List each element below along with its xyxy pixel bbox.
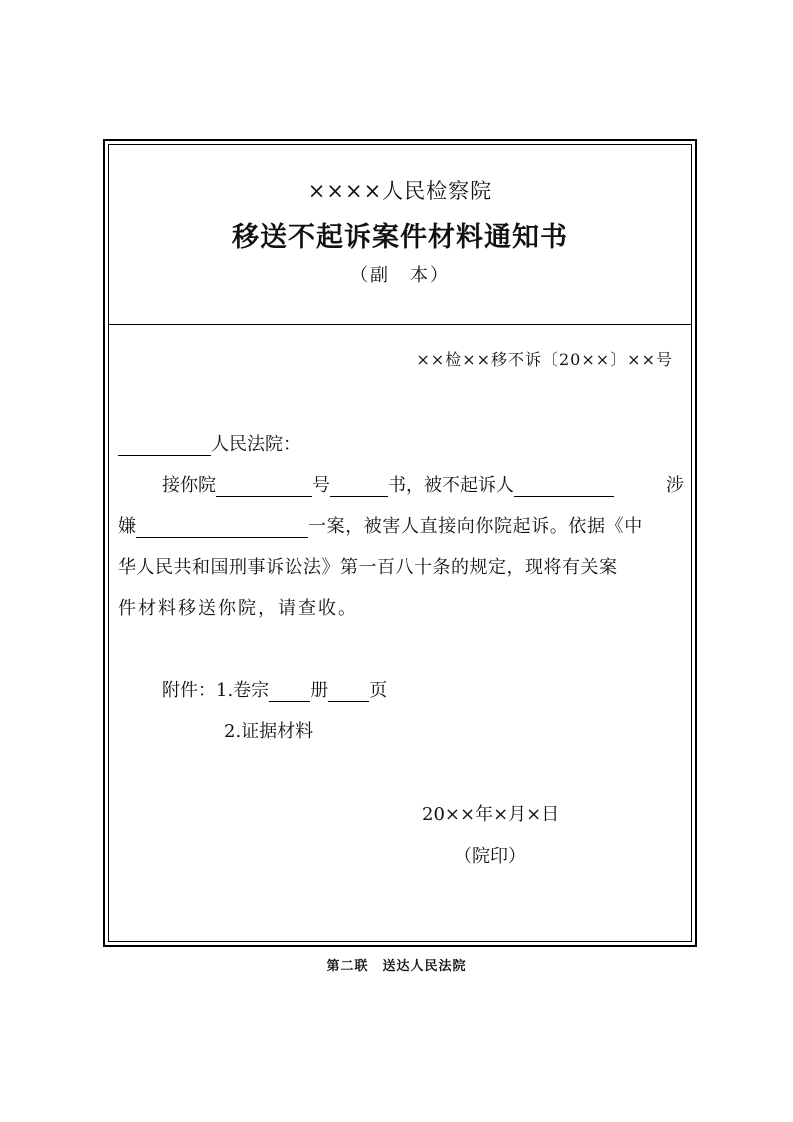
p2-text-b: 一案，被害人直接向你院起诉。依据《中 <box>308 516 643 537</box>
attachment-item-1 <box>162 676 684 702</box>
p2-text-a: 嫌 <box>118 516 136 537</box>
p1-text-b: 号 <box>312 475 330 496</box>
paragraph-line-1 <box>162 471 684 497</box>
document-body <box>118 145 684 941</box>
attachment-item-2: 2.证据材料 <box>224 721 314 742</box>
p1-text-d: 涉 <box>666 475 684 496</box>
charge-blank <box>136 518 308 538</box>
paragraph-line-4: 件材料移送你院，请查收。 <box>118 598 358 619</box>
document-number: ××检××移不诉〔20××〕××号 <box>416 350 673 369</box>
addressee-line <box>118 430 684 456</box>
defendant-name-blank <box>514 477 614 497</box>
p1-text-a: 接你院 <box>162 475 216 496</box>
copy-footer: 第二联 送达人民法院 <box>326 959 467 974</box>
attachment-1-text-a: 1.卷宗 <box>216 680 270 701</box>
addressee-suffix: 人民法院： <box>211 434 301 455</box>
p1-text-c: 书，被不起诉人 <box>388 475 514 496</box>
document-frame <box>103 139 697 947</box>
copy-label: （副 本） <box>350 265 450 286</box>
attachment-1-text-c: 页 <box>369 680 388 701</box>
court-seal-label: （院印） <box>454 846 526 867</box>
document-title: 移送不起诉案件材料通知书 <box>232 222 568 253</box>
volume-count-blank <box>269 682 310 702</box>
attachment-label: 附件： <box>162 680 216 701</box>
procuratorate-name: ××××人民检察院 <box>307 179 493 203</box>
attachment-1-text-b: 册 <box>310 680 329 701</box>
document-type-blank <box>330 477 388 497</box>
paragraph-line-2 <box>118 512 684 538</box>
case-number-blank <box>216 477 312 497</box>
document-date: 20××年×月×日 <box>422 804 560 825</box>
court-name-blank <box>118 436 211 456</box>
document-inner-frame <box>108 144 692 942</box>
paragraph-line-3: 华人民共和国刑事诉讼法》第一百八十条的规定，现将有关案 <box>118 557 618 578</box>
page-count-blank <box>328 682 369 702</box>
